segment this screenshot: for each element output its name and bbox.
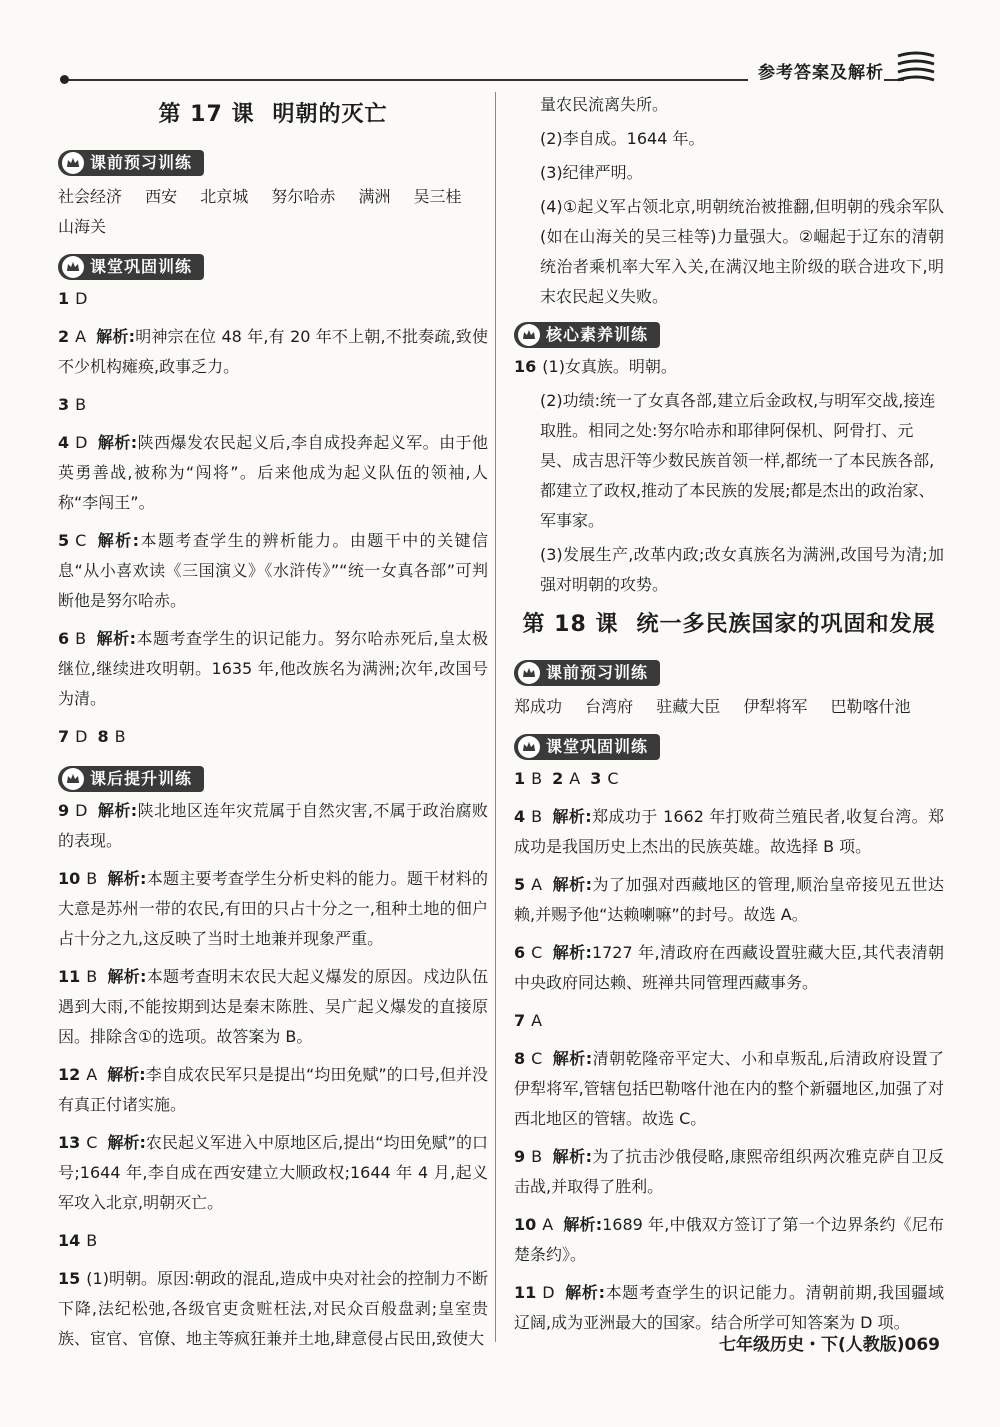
answer-letter: A	[531, 875, 543, 894]
explanation-text: 本题考查学生的辨析能力。由题干中的关键信息“从小喜欢读《三国演义》《水浒传》”“统一女真各部”可判断他是努尔哈赤。	[58, 531, 488, 610]
answer-part: (2)功绩:统一了女真各部,建立后金政权,与明军交战,接连取胜。相同之处:努尔哈赤和耶律阿保机、阿骨打、元昊、成吉思汗等少数民族首领一样,都统一了本民族各部,都建立了政权,推动了本民族的发展;都是杰出的政治家、军事家。	[540, 391, 936, 530]
explanation-text: 郑成功于 1662 年打败荷兰殖民者,收复台湾。郑成功是我国历史上杰出的民族英雄。故选择 B 项。	[514, 807, 944, 856]
preview-answers	[514, 692, 944, 722]
answer-term: 驻藏大臣	[656, 697, 721, 716]
section-label: 课堂巩固训练	[546, 737, 649, 756]
answer-letter: D	[542, 1283, 555, 1302]
question-number: 10	[58, 869, 81, 888]
explanation-label: 解析:	[563, 1215, 603, 1234]
answer-term: 努尔哈赤	[271, 187, 336, 206]
explanation-label: 解析:	[552, 1147, 593, 1166]
question-number: 7	[514, 1011, 526, 1030]
page-footer: 七年级历史・下(人教版)069	[718, 1335, 940, 1355]
question-number: 4	[514, 807, 526, 826]
section-preview	[514, 660, 660, 686]
answer-letter: D	[75, 727, 88, 746]
answer-part: (2)李自成。1644 年。	[540, 129, 705, 148]
answer-letter: A	[531, 1011, 543, 1030]
crown-icon	[62, 768, 84, 790]
explanation-text: 农民起义军进入中原地区后,提出“均田免赋”的口号;1644 年,李自成在西安建立大顺政权;1644 年 4 月,起义军攻入北京,明朝灭亡。	[58, 1133, 488, 1212]
answer-text: (1)女真族。明朝。	[542, 357, 677, 376]
question-item	[514, 938, 944, 998]
answer-part: (3)发展生产,改革内政;改女真族名为满洲,改国号为清;加强对明朝的攻势。	[540, 545, 944, 594]
question-number: 9	[58, 801, 70, 820]
explanation-text: 本题考查明末农民大起义爆发的原因。戍边队伍遇到大雨,不能按期到达是秦末陈胜、吴广起义爆发的直接原因。排除含①的选项。故答案为 B。	[58, 967, 488, 1046]
answer-letter: C	[607, 769, 619, 788]
answer-letter: B	[531, 807, 543, 826]
explanation-label: 解析:	[97, 801, 138, 820]
question-number: 5	[58, 531, 70, 550]
answer-part: (3)纪律严明。	[540, 163, 643, 182]
answer-letter: B	[86, 869, 98, 888]
question-number: 11	[514, 1283, 537, 1302]
question-number: 12	[58, 1065, 81, 1084]
lesson-name: 明朝的灭亡	[272, 102, 388, 127]
question-number: 1	[514, 769, 526, 788]
lesson-name: 统一多民族国家的巩固和发展	[636, 612, 936, 637]
question-number: 14	[58, 1231, 81, 1250]
book-stack-icon	[894, 48, 938, 88]
answer-term: 北京城	[200, 187, 249, 206]
section-label: 课后提升训练	[90, 769, 193, 788]
section-preview	[58, 150, 204, 176]
question-item	[58, 1226, 488, 1256]
explanation-label: 解析:	[552, 1049, 593, 1068]
question-item	[514, 764, 944, 794]
question-number: 3	[590, 769, 602, 788]
column-divider	[495, 92, 496, 1342]
answer-letter: A	[86, 1065, 98, 1084]
explanation-label: 解析:	[107, 967, 147, 986]
answer-text: (1)明朝。原因:朝政的混乱,造成中央对社会的控制力不断下降,法纪松弛,各级官吏贪赃枉法,对民众百般盘剥;皇室贵族、宦官、官僚、地主等疯狂兼并土地,肆意侵占民田,致使大	[58, 1269, 488, 1348]
answer-letter: B	[531, 769, 543, 788]
question-number: 8	[514, 1049, 526, 1068]
question-item	[514, 1006, 944, 1036]
crown-icon	[518, 662, 540, 684]
answer-continuation: 量农民流离失所。	[540, 95, 669, 114]
answer-letter: B	[75, 629, 87, 648]
answer-letter: D	[75, 289, 88, 308]
explanation-label: 解析:	[97, 433, 138, 452]
explanation-text: 为了抗击沙俄侵略,康熙帝组织两次雅克萨自卫反击战,并取得了胜利。	[514, 1147, 944, 1196]
answer-term: 山海关	[58, 217, 107, 236]
answer-letter: A	[75, 327, 87, 346]
section-classroom	[58, 254, 204, 280]
explanation-text: 为了加强对西藏地区的管理,顺治皇帝接见五世达赖,并赐予他“达赖喇嘛”的封号。故选 A。	[514, 875, 944, 924]
question-number: 2	[58, 327, 70, 346]
lesson-number: 第 17 课	[158, 102, 255, 127]
answer-letter: B	[75, 395, 87, 414]
question-item	[58, 962, 488, 1052]
explanation-label: 解析:	[96, 327, 136, 346]
explanation-text: 明神宗在位 48 年,有 20 年不上朝,不批奏疏,致使不少机构瘫痪,政事乏力。	[58, 327, 488, 376]
answer-term: 巴勒喀什池	[830, 697, 911, 716]
section-label: 课堂巩固训练	[90, 257, 193, 276]
section-after-class	[58, 766, 204, 792]
explanation-label: 解析:	[96, 629, 137, 648]
answer-term: 台湾府	[585, 697, 634, 716]
section-core-literacy	[514, 322, 660, 348]
left-column	[58, 90, 488, 1362]
preview-answers	[58, 182, 488, 242]
question-item	[58, 1264, 488, 1354]
question-item	[58, 1128, 488, 1218]
explanation-text: 陕西爆发农民起义后,李自成投奔起义军。由于他英勇善战,被称为“闯将”。后来他成为起义队伍的领袖,人称“李闯王”。	[58, 433, 488, 512]
section-classroom	[514, 734, 660, 760]
answer-letter: C	[531, 943, 543, 962]
question-item	[514, 1142, 944, 1202]
answer-part: (4)①起义军占领北京,明朝统治被推翻,但明朝的残余军队(如在山海关的吴三桂等)力量强大。②崛起于辽东的清朝统治者乘机率大军入关,在满汉地主阶级的联合进攻下,明末农民起义失败。	[540, 197, 944, 306]
answer-term: 郑成功	[514, 697, 563, 716]
answer-term: 吴三桂	[413, 187, 462, 206]
question-number: 2	[552, 769, 564, 788]
question-item	[514, 802, 944, 862]
section-label: 课前预习训练	[546, 663, 649, 682]
answer-letter: D	[75, 801, 88, 820]
answer-term: 社会经济	[58, 187, 123, 206]
answer-letter: B	[531, 1147, 543, 1166]
right-column	[514, 90, 944, 1346]
question-number: 10	[514, 1215, 537, 1234]
section-label: 课前预习训练	[90, 153, 193, 172]
question-number: 7	[58, 727, 70, 746]
question-number: 13	[58, 1133, 81, 1152]
lesson-18-title	[514, 610, 944, 640]
question-number: 6	[58, 629, 70, 648]
question-number: 11	[58, 967, 81, 986]
explanation-text: 1727 年,清政府在西藏设置驻藏大臣,其代表清朝中央政府同达赖、班禅共同管理西藏事务。	[514, 943, 944, 992]
question-item	[58, 1060, 488, 1120]
question-item	[514, 1044, 944, 1134]
explanation-label: 解析:	[96, 531, 140, 550]
header-dot	[60, 75, 69, 84]
lesson-number: 第 18 课	[522, 612, 619, 637]
explanation-label: 解析:	[107, 1065, 146, 1084]
answer-term: 伊犁将军	[743, 697, 808, 716]
header-title: 参考答案及解析	[748, 58, 884, 83]
answer-letter: A	[542, 1215, 554, 1234]
answer-letter: D	[75, 433, 88, 452]
explanation-text: 本题考查学生的识记能力。努尔哈赤死后,皇太极继位,继续进攻明朝。1635 年,他改族名为满洲;次年,改国号为清。	[58, 629, 488, 708]
question-item	[514, 352, 944, 382]
lesson-17-title	[58, 100, 488, 130]
explanation-text: 本题考查学生的识记能力。清朝前期,我国疆域辽阔,成为亚洲最大的国家。结合所学可知答案为 D 项。	[514, 1283, 944, 1332]
question-item	[514, 870, 944, 930]
explanation-label: 解析:	[564, 1283, 605, 1302]
explanation-text: 清朝乾隆帝平定大、小和卓叛乱,后清政府设置了伊犁将军,管辖包括巴勒喀什池在内的整个新疆地区,加强了对西北地区的管辖。故选 C。	[514, 1049, 944, 1128]
question-item	[58, 322, 488, 382]
question-number: 9	[514, 1147, 526, 1166]
explanation-label: 解析:	[552, 943, 592, 962]
answer-letter: B	[114, 727, 126, 746]
answer-term: 满洲	[358, 187, 391, 206]
explanation-text: 本题主要考查学生分析史料的能力。题干材料的大意是苏州一带的农民,有田的只占十分之一,租种土地的佃户占十分之九,这反映了当时土地兼并现象严重。	[58, 869, 488, 948]
answer-letter: B	[86, 967, 98, 986]
question-number: 15	[58, 1269, 81, 1288]
question-item	[58, 390, 488, 420]
answer-letter: C	[531, 1049, 543, 1068]
question-item	[58, 428, 488, 518]
question-number: 3	[58, 395, 70, 414]
explanation-label: 解析:	[552, 875, 592, 894]
answer-letter: C	[75, 531, 87, 550]
section-label: 核心素养训练	[546, 325, 649, 344]
answer-letter: B	[86, 1231, 98, 1250]
crown-icon	[62, 152, 84, 174]
question-item	[58, 284, 488, 314]
page-header	[64, 60, 940, 82]
answer-letter: C	[86, 1133, 98, 1152]
explanation-label: 解析:	[107, 869, 147, 888]
question-number: 6	[514, 943, 526, 962]
explanation-text: 李自成农民军只是提出“均田免赋”的口号,但并没有真正付诸实施。	[58, 1065, 488, 1114]
answer-letter: A	[569, 769, 581, 788]
question-number: 4	[58, 433, 70, 452]
question-item	[58, 796, 488, 856]
question-number: 5	[514, 875, 526, 894]
explanation-label: 解析:	[107, 1133, 146, 1152]
question-item	[514, 1210, 944, 1270]
question-item	[58, 624, 488, 714]
crown-icon	[518, 736, 540, 758]
question-number: 8	[97, 727, 109, 746]
crown-icon	[518, 324, 540, 346]
question-item	[58, 722, 488, 752]
question-item	[58, 526, 488, 616]
explanation-label: 解析:	[552, 807, 592, 826]
question-number: 16	[514, 357, 537, 376]
explanation-text: 陕北地区连年灾荒属于自然灾害,不属于政治腐败的表现。	[58, 801, 488, 850]
explanation-text: 1689 年,中俄双方签订了第一个边界条约《尼布楚条约》。	[514, 1215, 944, 1264]
crown-icon	[62, 256, 84, 278]
question-item	[58, 864, 488, 954]
question-item	[514, 1278, 944, 1338]
answer-term: 西安	[145, 187, 178, 206]
question-number: 1	[58, 289, 70, 308]
